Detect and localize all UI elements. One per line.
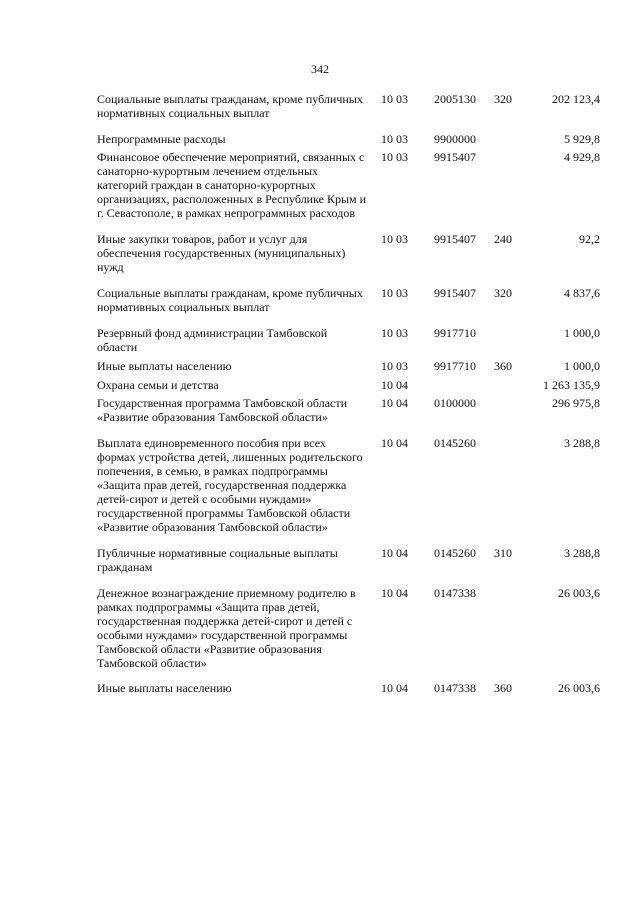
table-row	[0, 681, 640, 695]
row-code: 9900000	[434, 132, 476, 146]
row-amount: 296 975,8	[552, 396, 600, 410]
row-amount: 1 263 135,9	[543, 378, 600, 392]
row-code: 0147338	[434, 681, 476, 695]
row-section: 10 04	[381, 396, 408, 410]
row-name: Охрана семьи и детства	[97, 378, 219, 392]
row-name: Социальные выплаты гражданам, кроме публичных нормативных социальных выплат	[97, 286, 363, 314]
row-name: Иные выплаты населению	[97, 681, 232, 695]
row-type: 360	[494, 359, 512, 373]
row-code: 9915407	[434, 150, 476, 164]
row-amount: 5 929,8	[564, 132, 600, 146]
row-type: 310	[494, 546, 512, 560]
table-row	[0, 232, 640, 274]
row-section: 10 04	[381, 378, 408, 392]
row-section: 10 04	[381, 586, 408, 600]
page-number: 342	[311, 62, 329, 76]
row-section: 10 03	[381, 232, 408, 246]
table-row	[0, 92, 640, 120]
row-code: 0100000	[434, 396, 476, 410]
row-code: 0145260	[434, 436, 476, 450]
row-name: Государственная программа Тамбовской области «Развитие образования Тамбовской области»	[97, 396, 348, 424]
row-code: 9915407	[434, 286, 476, 300]
row-section: 10 03	[381, 359, 408, 373]
row-code: 0145260	[434, 546, 476, 560]
row-type: 320	[494, 92, 512, 106]
row-amount: 4 837,6	[564, 286, 600, 300]
row-section: 10 03	[381, 92, 408, 106]
table-row	[0, 132, 640, 146]
row-name: Иные закупки товаров, работ и услуг для обеспечения государственных (муниципальных) нужд	[97, 232, 346, 274]
row-amount: 3 288,8	[564, 546, 600, 560]
row-code: 9917710	[434, 326, 476, 340]
row-name: Выплата единовременного пособия при всех формах устройства детей, лишенных родительского попечения, в семью, в рамках подпрограммы «Защита прав детей, государственная поддержка детей-сирот и детей с особыми нуждами» государственной программы Тамбовской области «Развитие образования Тамбовской области»	[97, 436, 363, 534]
row-name: Иные выплаты населению	[97, 359, 232, 373]
row-name: Непрограммные расходы	[97, 132, 226, 146]
row-section: 10 03	[381, 326, 408, 340]
table-row	[0, 396, 640, 424]
row-type: 360	[494, 681, 512, 695]
row-amount: 3 288,8	[564, 436, 600, 450]
row-name: Публичные нормативные социальные выплаты гражданам	[97, 546, 338, 574]
row-amount: 1 000,0	[564, 359, 600, 373]
row-amount: 26 003,6	[558, 681, 600, 695]
row-section: 10 04	[381, 436, 408, 450]
row-type: 320	[494, 286, 512, 300]
row-amount: 4 929,8	[564, 150, 600, 164]
row-amount: 202 123,4	[552, 92, 600, 106]
row-code: 2005130	[434, 92, 476, 106]
table-row	[0, 546, 640, 574]
table-row	[0, 359, 640, 373]
table-row	[0, 378, 640, 392]
table-row	[0, 436, 640, 534]
row-amount: 1 000,0	[564, 326, 600, 340]
row-code: 9915407	[434, 232, 476, 246]
table-row	[0, 286, 640, 314]
row-name: Денежное вознаграждение приемному родителю в рамках подпрограммы «Защита прав детей, государственная поддержка детей-сирот и детей с особыми нуждами» государственной программы Тамбовской области «Развитие образования Тамбовской области»	[97, 586, 356, 670]
row-code: 0147338	[434, 586, 476, 600]
row-section: 10 03	[381, 286, 408, 300]
table-row	[0, 586, 640, 670]
row-amount: 92,2	[579, 232, 600, 246]
row-code: 9917710	[434, 359, 476, 373]
row-section: 10 03	[381, 150, 408, 164]
row-name: Социальные выплаты гражданам, кроме публичных нормативных социальных выплат	[97, 92, 363, 120]
row-section: 10 04	[381, 681, 408, 695]
row-name: Резервный фонд администрации Тамбовской области	[97, 326, 328, 354]
row-section: 10 03	[381, 132, 408, 146]
row-section: 10 04	[381, 546, 408, 560]
table-row	[0, 150, 640, 220]
table-row	[0, 326, 640, 354]
row-amount: 26 003,6	[558, 586, 600, 600]
budget-table	[0, 92, 640, 695]
row-name: Финансовое обеспечение мероприятий, связанных с санаторно-курортным лечением отдельных категорий граждан в санаторно-курортных организациях, расположенных в Республике Крым и г. Севастополе, в рамках непрограммных расходов	[97, 150, 367, 220]
row-type: 240	[494, 232, 512, 246]
